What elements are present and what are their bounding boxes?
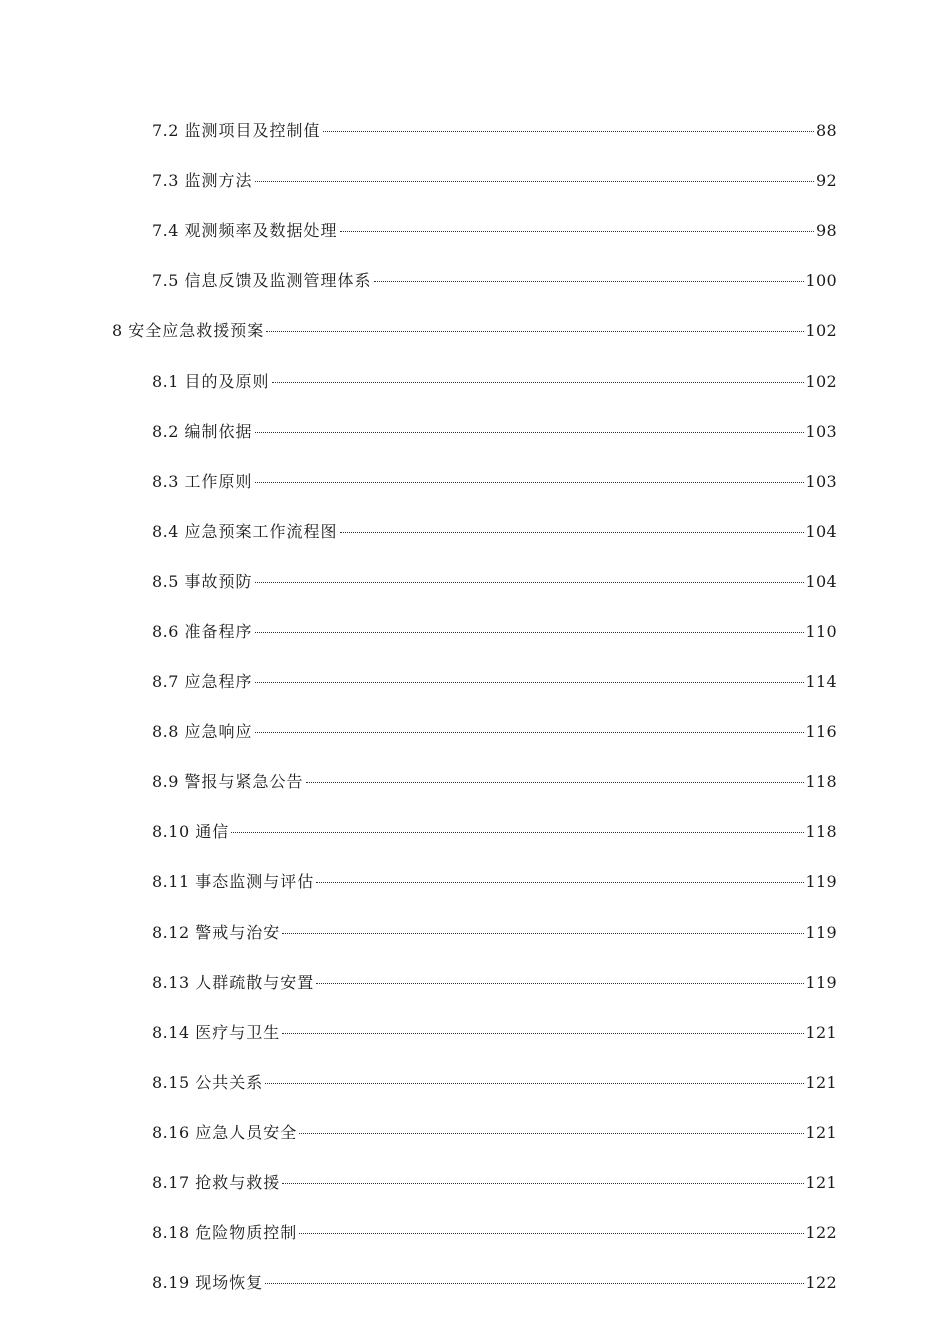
toc-section-title: 通信 (195, 822, 230, 842)
toc-entry-link[interactable] (152, 622, 950, 642)
toc-row[interactable] (0, 1108, 950, 1158)
toc-entry-link[interactable] (152, 572, 950, 592)
toc-row[interactable] (0, 256, 950, 306)
toc-section-number: 8.18 (152, 1223, 196, 1243)
toc-section-title: 工作原则 (184, 471, 253, 491)
toc-dot-leader (316, 882, 803, 883)
toc-entry-link[interactable] (152, 422, 950, 442)
toc-entry-link[interactable] (152, 672, 950, 692)
toc-dot-leader (306, 782, 804, 783)
toc-dot-leader (282, 933, 803, 934)
toc-entry-link[interactable] (152, 1123, 950, 1143)
toc-page-number: 121 (805, 1122, 837, 1142)
toc-row[interactable] (0, 457, 950, 507)
toc-page-number: 104 (805, 571, 837, 591)
toc-section-number: 8.5 (152, 571, 185, 591)
toc-page-number: 118 (805, 772, 837, 792)
table-of-contents (0, 106, 950, 1308)
toc-entry-link[interactable] (152, 271, 950, 291)
toc-row[interactable] (0, 356, 950, 406)
toc-dot-leader (255, 482, 804, 483)
toc-section-title: 编制依据 (184, 421, 253, 441)
toc-section-number: 8.3 (152, 471, 185, 491)
toc-page-number: 122 (805, 1273, 837, 1293)
toc-entry-link[interactable] (152, 973, 950, 993)
toc-section-title: 事态监测与评估 (195, 872, 315, 892)
toc-dot-leader (272, 382, 804, 383)
toc-section-number: 7.3 (152, 171, 185, 191)
toc-section-number: 8.8 (152, 722, 185, 742)
toc-page-number: 88 (816, 121, 837, 141)
toc-row[interactable] (0, 1208, 950, 1258)
toc-dot-leader (265, 1283, 803, 1284)
toc-section-title: 监测项目及控制值 (184, 121, 321, 141)
toc-row[interactable] (0, 657, 950, 707)
toc-section-number: 8 (112, 321, 129, 341)
toc-dot-leader (231, 832, 803, 833)
toc-dot-leader (316, 983, 803, 984)
toc-entry-link[interactable] (152, 1073, 950, 1093)
toc-entry-link[interactable] (152, 1173, 950, 1193)
toc-row[interactable] (0, 507, 950, 557)
toc-section-title: 信息反馈及监测管理体系 (184, 271, 372, 291)
toc-row[interactable] (0, 1258, 950, 1308)
toc-row[interactable] (0, 607, 950, 657)
toc-section-title: 观测频率及数据处理 (184, 221, 338, 241)
toc-dot-leader (255, 181, 814, 182)
toc-page-number: 121 (805, 1072, 837, 1092)
toc-dot-leader (374, 281, 804, 282)
toc-page-number: 119 (805, 872, 837, 892)
toc-entry-link[interactable] (152, 722, 950, 742)
toc-section-number: 7.4 (152, 221, 185, 241)
toc-section-number: 7.2 (152, 121, 185, 141)
toc-entry-link[interactable] (152, 522, 950, 542)
toc-dot-leader (282, 1033, 803, 1034)
toc-entry-link[interactable] (152, 923, 950, 943)
toc-entry-link[interactable] (152, 221, 950, 241)
toc-section-number: 8.19 (152, 1273, 196, 1293)
toc-entry-link[interactable] (112, 321, 950, 341)
toc-page-number: 110 (805, 621, 837, 641)
toc-section-title: 医疗与卫生 (195, 1022, 281, 1042)
toc-row[interactable] (0, 908, 950, 958)
toc-dot-leader (255, 682, 804, 683)
toc-row[interactable] (0, 807, 950, 857)
toc-entry-link[interactable] (152, 372, 950, 392)
toc-page-number: 114 (805, 672, 837, 692)
toc-dot-leader (255, 632, 804, 633)
toc-row[interactable] (0, 557, 950, 607)
toc-section-title: 危险物质控制 (195, 1223, 298, 1243)
toc-row[interactable] (0, 707, 950, 757)
toc-page-number: 100 (805, 271, 837, 291)
toc-page-number: 92 (816, 171, 837, 191)
toc-section-title: 目的及原则 (184, 371, 270, 391)
toc-page-number: 102 (805, 371, 837, 391)
toc-section-number: 8.9 (152, 772, 185, 792)
toc-page-number: 118 (805, 822, 837, 842)
toc-page-number: 119 (805, 922, 837, 942)
toc-row[interactable] (0, 106, 950, 156)
toc-page-number: 98 (816, 221, 837, 241)
toc-section-title: 安全应急救援预案 (128, 321, 265, 341)
toc-section-title: 应急程序 (184, 672, 253, 692)
toc-dot-leader (255, 582, 804, 583)
toc-page-number: 103 (805, 471, 837, 491)
toc-dot-leader (299, 1133, 803, 1134)
toc-dot-leader (266, 331, 803, 332)
toc-section-title: 警戒与治安 (195, 922, 281, 942)
toc-section-number: 8.14 (152, 1022, 196, 1042)
toc-section-number: 8.16 (152, 1122, 196, 1142)
toc-row[interactable] (0, 757, 950, 807)
toc-entry-link[interactable] (152, 171, 950, 191)
toc-row[interactable] (0, 156, 950, 206)
toc-section-title: 监测方法 (184, 171, 253, 191)
toc-page-number: 104 (805, 521, 837, 541)
toc-section-title: 应急预案工作流程图 (184, 521, 338, 541)
toc-dot-leader (340, 231, 814, 232)
toc-entry-link[interactable] (152, 1023, 950, 1043)
toc-entry-link[interactable] (152, 872, 950, 892)
toc-page-number: 122 (805, 1223, 837, 1243)
toc-section-title: 人群疏散与安置 (195, 972, 315, 992)
toc-section-number: 8.12 (152, 922, 196, 942)
toc-page-number: 116 (805, 722, 837, 742)
toc-entry-link[interactable] (152, 472, 950, 492)
toc-section-number: 8.10 (152, 822, 196, 842)
toc-row[interactable] (0, 206, 950, 256)
toc-row[interactable] (0, 407, 950, 457)
toc-section-number: 7.5 (152, 271, 185, 291)
toc-page-number: 119 (805, 972, 837, 992)
toc-row[interactable] (0, 857, 950, 907)
toc-section-number: 8.7 (152, 672, 185, 692)
toc-entry-link[interactable] (152, 1273, 950, 1293)
toc-section-number: 8.11 (152, 872, 196, 892)
toc-dot-leader (265, 1083, 803, 1084)
toc-section-title: 准备程序 (184, 621, 253, 641)
toc-section-title: 事故预防 (184, 571, 253, 591)
toc-section-number: 8.6 (152, 621, 185, 641)
toc-section-number: 8.4 (152, 521, 185, 541)
toc-section-title: 应急人员安全 (195, 1122, 298, 1142)
toc-dot-leader (340, 532, 804, 533)
toc-entry-link[interactable] (152, 121, 950, 141)
toc-section-number: 8.15 (152, 1072, 196, 1092)
toc-section-number: 8.13 (152, 972, 196, 992)
toc-section-number: 8.17 (152, 1173, 196, 1193)
toc-row[interactable] (0, 1158, 950, 1208)
toc-page-number: 103 (805, 421, 837, 441)
toc-dot-leader (255, 432, 804, 433)
toc-dot-leader (255, 732, 804, 733)
toc-section-number: 8.1 (152, 371, 185, 391)
toc-section-title: 公共关系 (195, 1072, 264, 1092)
toc-dot-leader (323, 131, 814, 132)
toc-row[interactable] (0, 306, 950, 356)
toc-row[interactable] (0, 1008, 950, 1058)
toc-entry-link[interactable] (152, 1223, 950, 1243)
toc-section-title: 抢救与救援 (195, 1173, 281, 1193)
toc-section-number: 8.2 (152, 421, 185, 441)
toc-section-title: 警报与紧急公告 (184, 772, 304, 792)
toc-page-number: 121 (805, 1022, 837, 1042)
toc-entry-link[interactable] (152, 822, 950, 842)
toc-dot-leader (299, 1233, 803, 1234)
toc-page-number: 102 (805, 321, 837, 341)
toc-row[interactable] (0, 1058, 950, 1108)
toc-section-title: 现场恢复 (195, 1273, 264, 1293)
toc-section-title: 应急响应 (184, 722, 253, 742)
toc-row[interactable] (0, 958, 950, 1008)
toc-page-number: 121 (805, 1173, 837, 1193)
toc-dot-leader (282, 1183, 803, 1184)
toc-entry-link[interactable] (152, 772, 950, 792)
